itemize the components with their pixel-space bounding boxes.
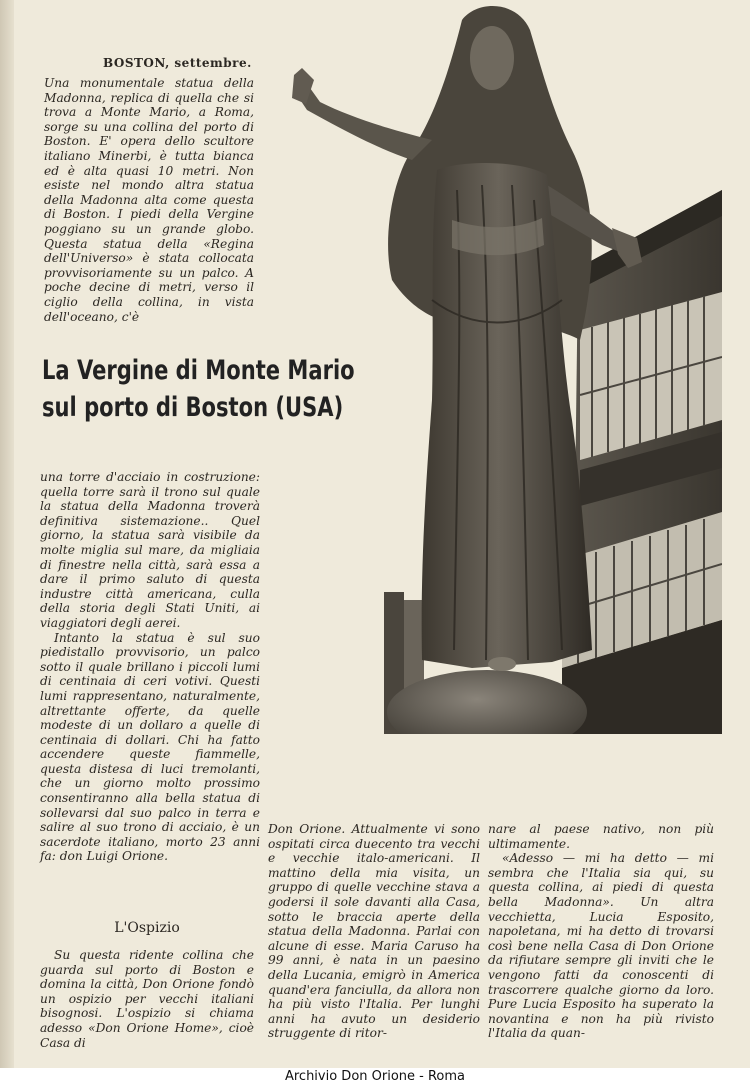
column-1: [40, 470, 260, 864]
column-3-paragraph-2: «Adesso — mi ha detto — mi sembra che l'Italia sia qui, su questa collina, ai piedi di questa bella Madonna». Un altra vecchietta, Lucia Esposito, napoletana, mi ha detto di trovarsi così bene nella Casa di Don Orione da rifiutare sempre gli inviti che le vengono fatti da conoscenti di trascorrere qualche giorno da loro. Pure Lucia Esposito ha superato la novantina e non ha più rivisto l'Italia da quan-: [488, 851, 714, 1041]
column-1-continued: [40, 948, 254, 1050]
column-1-paragraph-2: Intanto la statua è sul suo piedistallo provvisorio, un palco sotto il quale brillano i piccoli lumi di centinaia di ceri votivi. Questi lumi rappresentano, naturalmente, altrettante offerte, da quelle modeste di un dollaro a quelle di centinaia di dollari. Chi ha fatto accendere queste fiammelle, questa distesa di luci tremolanti, che un giorno molto prossimo consentiranno alla bella statua di sollevarsi dal suo palco in terra e salire al suo trono di acciaio, è un sacerdote italiano, morto 23 anni fa: don Luigi Orione.: [40, 630, 260, 864]
headline-line-1: La Vergine di Monte Mario: [42, 355, 355, 386]
archive-footer: Archivio Don Orione - Roma: [284, 1069, 466, 1084]
column-2: [268, 822, 480, 1041]
column-2-paragraph: Don Orione. Attualmente vi sono ospitati circa duecento tra vecchi e vecchie italo-americani. Il mattino della mia visita, un gruppo di quelle vecchine stava a godersi il sole davanti alla Casa, sotto le braccia aperte della statua della Madonna. Parlai con alcune di esse. Maria Caruso ha 99 anni, è nata in un paesino della Lucania, emigrò in America quand'era fanciulla, da allora non ha più visto l'Italia. Per lunghi anni ha avuto un desiderio struggente di ritor-: [268, 822, 480, 1041]
column-3: [488, 822, 714, 1041]
intro-column: [44, 76, 254, 324]
statue-photograph: [262, 0, 722, 734]
column-3-paragraph-1: nare al paese nativo, non più ultimamente.: [488, 822, 714, 851]
column-1-paragraph-3: Su questa ridente collina che guarda sul porto di Boston e domina la città, Don Orione fondò un ospizio per vecchi italiani bisognosi. L'ospizio si chiama adesso «Don Orione Home», cioè Casa di: [40, 948, 254, 1050]
page-binding-edge: [0, 0, 14, 1087]
article-headline: [42, 352, 355, 426]
headline-line-2: sul porto di Boston (USA): [42, 392, 344, 423]
intro-paragraph: Una monumentale statua della Madonna, replica di quella che si trova a Monte Mario, a Roma, sorge su una collina del porto di Boston. E' opera dello scultore italiano Minerbi, è tutta bianca ed è alta quasi 10 metri. Non esiste nel mondo altra statua della Madonna alta come questa di Boston. I piedi della Vergine poggiano su un grande globo. Questa statua della «Regina dell'Universo» è stata collocata provvisoriamente su un palco. A poche decine di metri, verso il ciglio della collina, in vista dell'oceano, c'è: [44, 76, 254, 324]
dateline: BOSTON, settembre.: [103, 56, 252, 70]
column-1-paragraph-1: una torre d'acciaio in costruzione: quella torre sarà il trono sul quale la statua della Madonna troverà definitiva sistemazione.. Quel giorno, la statua sarà visibile da molte miglia sul mare, da migliaia di finestre nella città, sarà essa a dare il primo saluto di questa industre città americana, culla della storia degli Stati Uniti, ai viaggiatori degli aerei.: [40, 470, 260, 630]
subheading-ospizio: L'Ospizio: [114, 920, 180, 936]
